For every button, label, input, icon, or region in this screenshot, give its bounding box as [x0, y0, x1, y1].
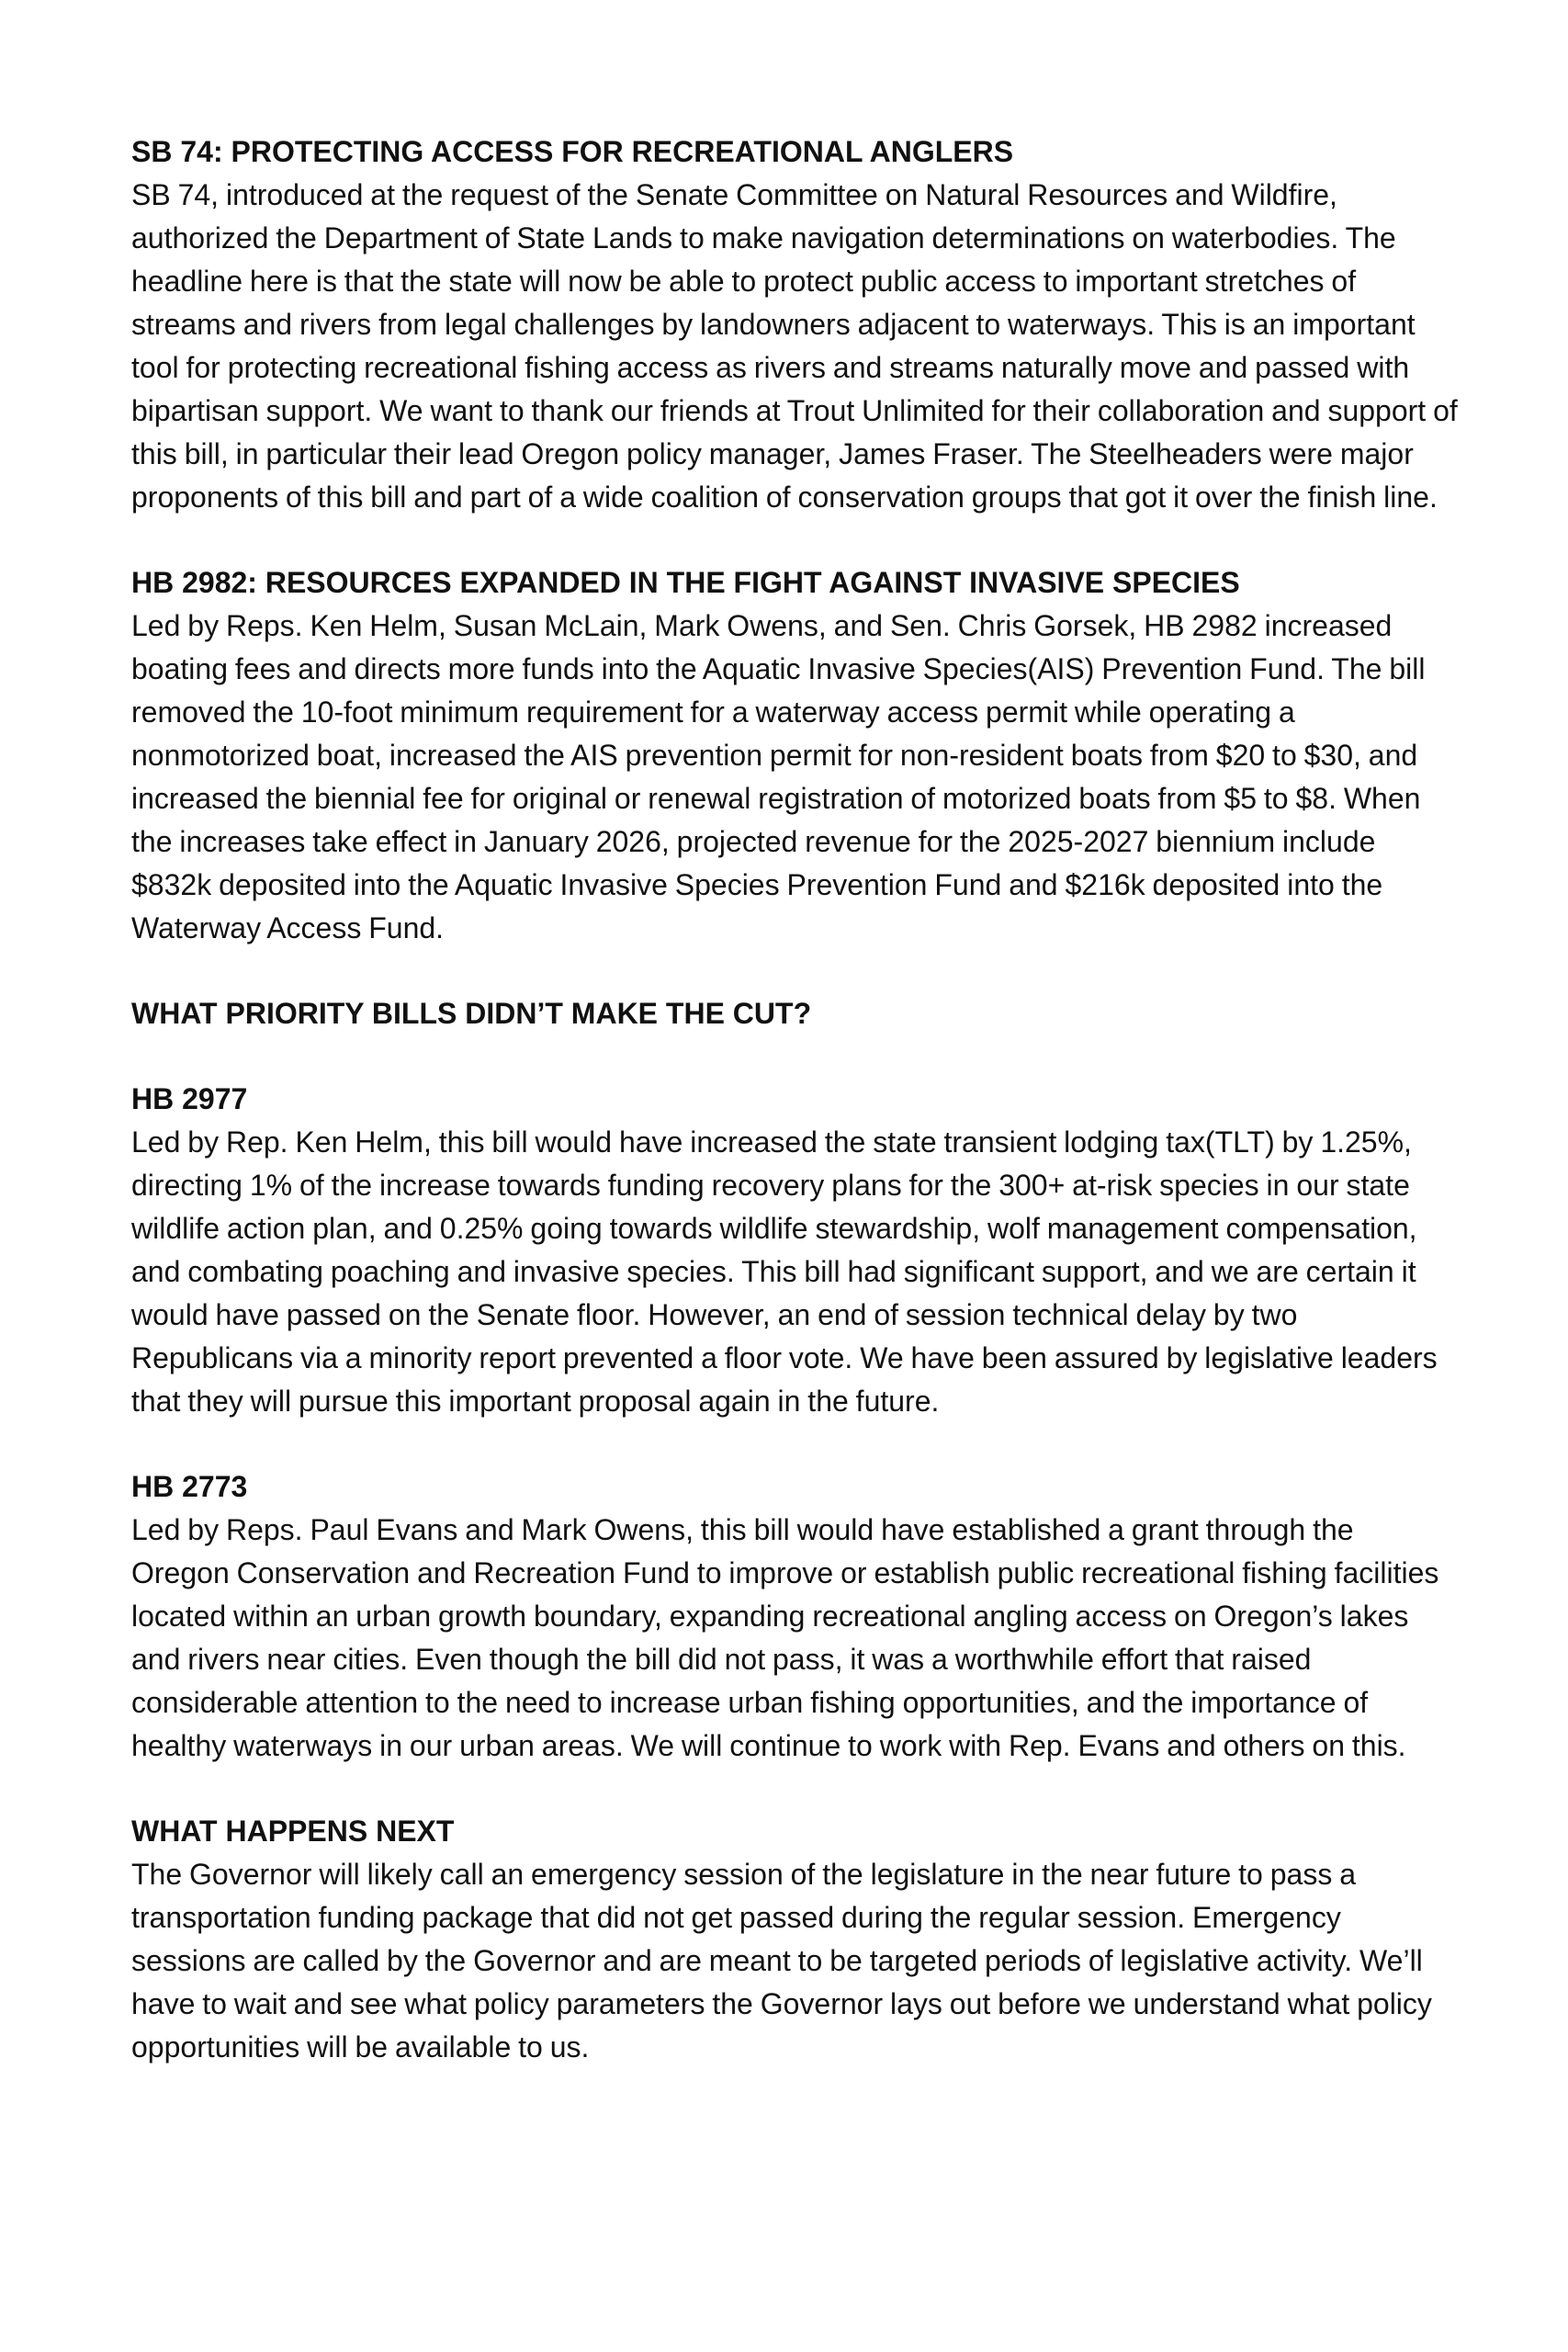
document-page — [131, 130, 1459, 2111]
section-heading: WHAT HAPPENS NEXT — [131, 1815, 455, 1848]
section-heading: HB 2977 — [131, 1082, 248, 1115]
section-hb2982 — [131, 561, 1459, 950]
section-body: SB 74, introduced at the request of the Senate Committee on Natural Resources and Wildfire, authorized the Department of State Lands to make navigation determinations on waterbodies. The headline here is that the state will now be able to protect public access to important stretches of streams and rivers from legal challenges by landowners adjacent to waterways. This is an important tool for protecting recreational fishing access as rivers and streams naturally move and passed with bipartisan support. We want to thank our friends at Trout Unlimited for their collaboration and support of this bill, in particular their lead Oregon policy manager, James Fraser. The Steelheaders were major proponents of this bill and part of a wide coalition of conservation groups that got it over the finish line. — [131, 178, 1458, 514]
section-heading: HB 2982: RESOURCES EXPANDED IN THE FIGHT AGAINST INVASIVE SPECIES — [131, 566, 1240, 599]
section-heading: WHAT PRIORITY BILLS DIDN’T MAKE THE CUT? — [131, 997, 812, 1030]
section-what-happens-next — [131, 1810, 1459, 2069]
section-heading: SB 74: PROTECTING ACCESS FOR RECREATIONAL ANGLERS — [131, 135, 1014, 168]
section-body: Led by Reps. Paul Evans and Mark Owens, this bill would have established a grant through the Oregon Conservation and Recreation Fund to improve or establish public recreational fishing facilities located within an urban growth boundary, expanding recreational angling access on Oregon’s lakes and rivers near cities. Even though the bill did not pass, it was a worthwhile effort that raised considerable attention to the need to increase urban fishing opportunities, and the importance of healthy waterways in our urban areas. We will continue to work with Rep. Evans and others on this. — [131, 1513, 1439, 1762]
section-heading: HB 2773 — [131, 1470, 248, 1503]
section-body: Led by Rep. Ken Helm, this bill would have increased the state transient lodging tax(TLT) by 1.25%, directing 1% of the increase towards funding recovery plans for the 300+ at-risk species in our state wildlife action plan, and 0.25% going towards wildlife stewardship, wolf management compensation, and combating poaching and invasive species. This bill had significant support, and we are certain it would have passed on the Senate floor. However, an end of session technical delay by two Republicans via a minority report prevented a floor vote. We have been assured by legislative leaders that they will pursue this important proposal again in the future. — [131, 1125, 1438, 1418]
section-priority-bills — [131, 992, 1459, 1035]
section-hb2977 — [131, 1078, 1459, 1423]
section-hb2773 — [131, 1465, 1459, 1768]
section-sb74 — [131, 130, 1459, 519]
section-body: The Governor will likely call an emergency session of the legislature in the near future to pass a transportation funding package that did not get passed during the regular session. Emergency sessions are called by the Governor and are meant to be targeted periods of legislative activity. We’ll have to wait and see what policy parameters the Governor lays out before we understand what policy opportunities will be available to us. — [131, 1858, 1432, 2064]
section-body: Led by Reps. Ken Helm, Susan McLain, Mark Owens, and Sen. Chris Gorsek, HB 2982 increased boating fees and directs more funds into the Aquatic Invasive Species(AIS) Prevention Fund. The bill removed the 10-foot minimum requirement for a waterway access permit while operating a nonmotorized boat, increased the AIS prevention permit for non-resident boats from $20 to $30, and increased the biennial fee for original or renewal registration of motorized boats from $5 to $8. When the increases take effect in January 2026, projected revenue for the 2025-2027 biennium include $832k deposited into the Aquatic Invasive Species Prevention Fund and $216k deposited into the Waterway Access Fund. — [131, 609, 1426, 944]
